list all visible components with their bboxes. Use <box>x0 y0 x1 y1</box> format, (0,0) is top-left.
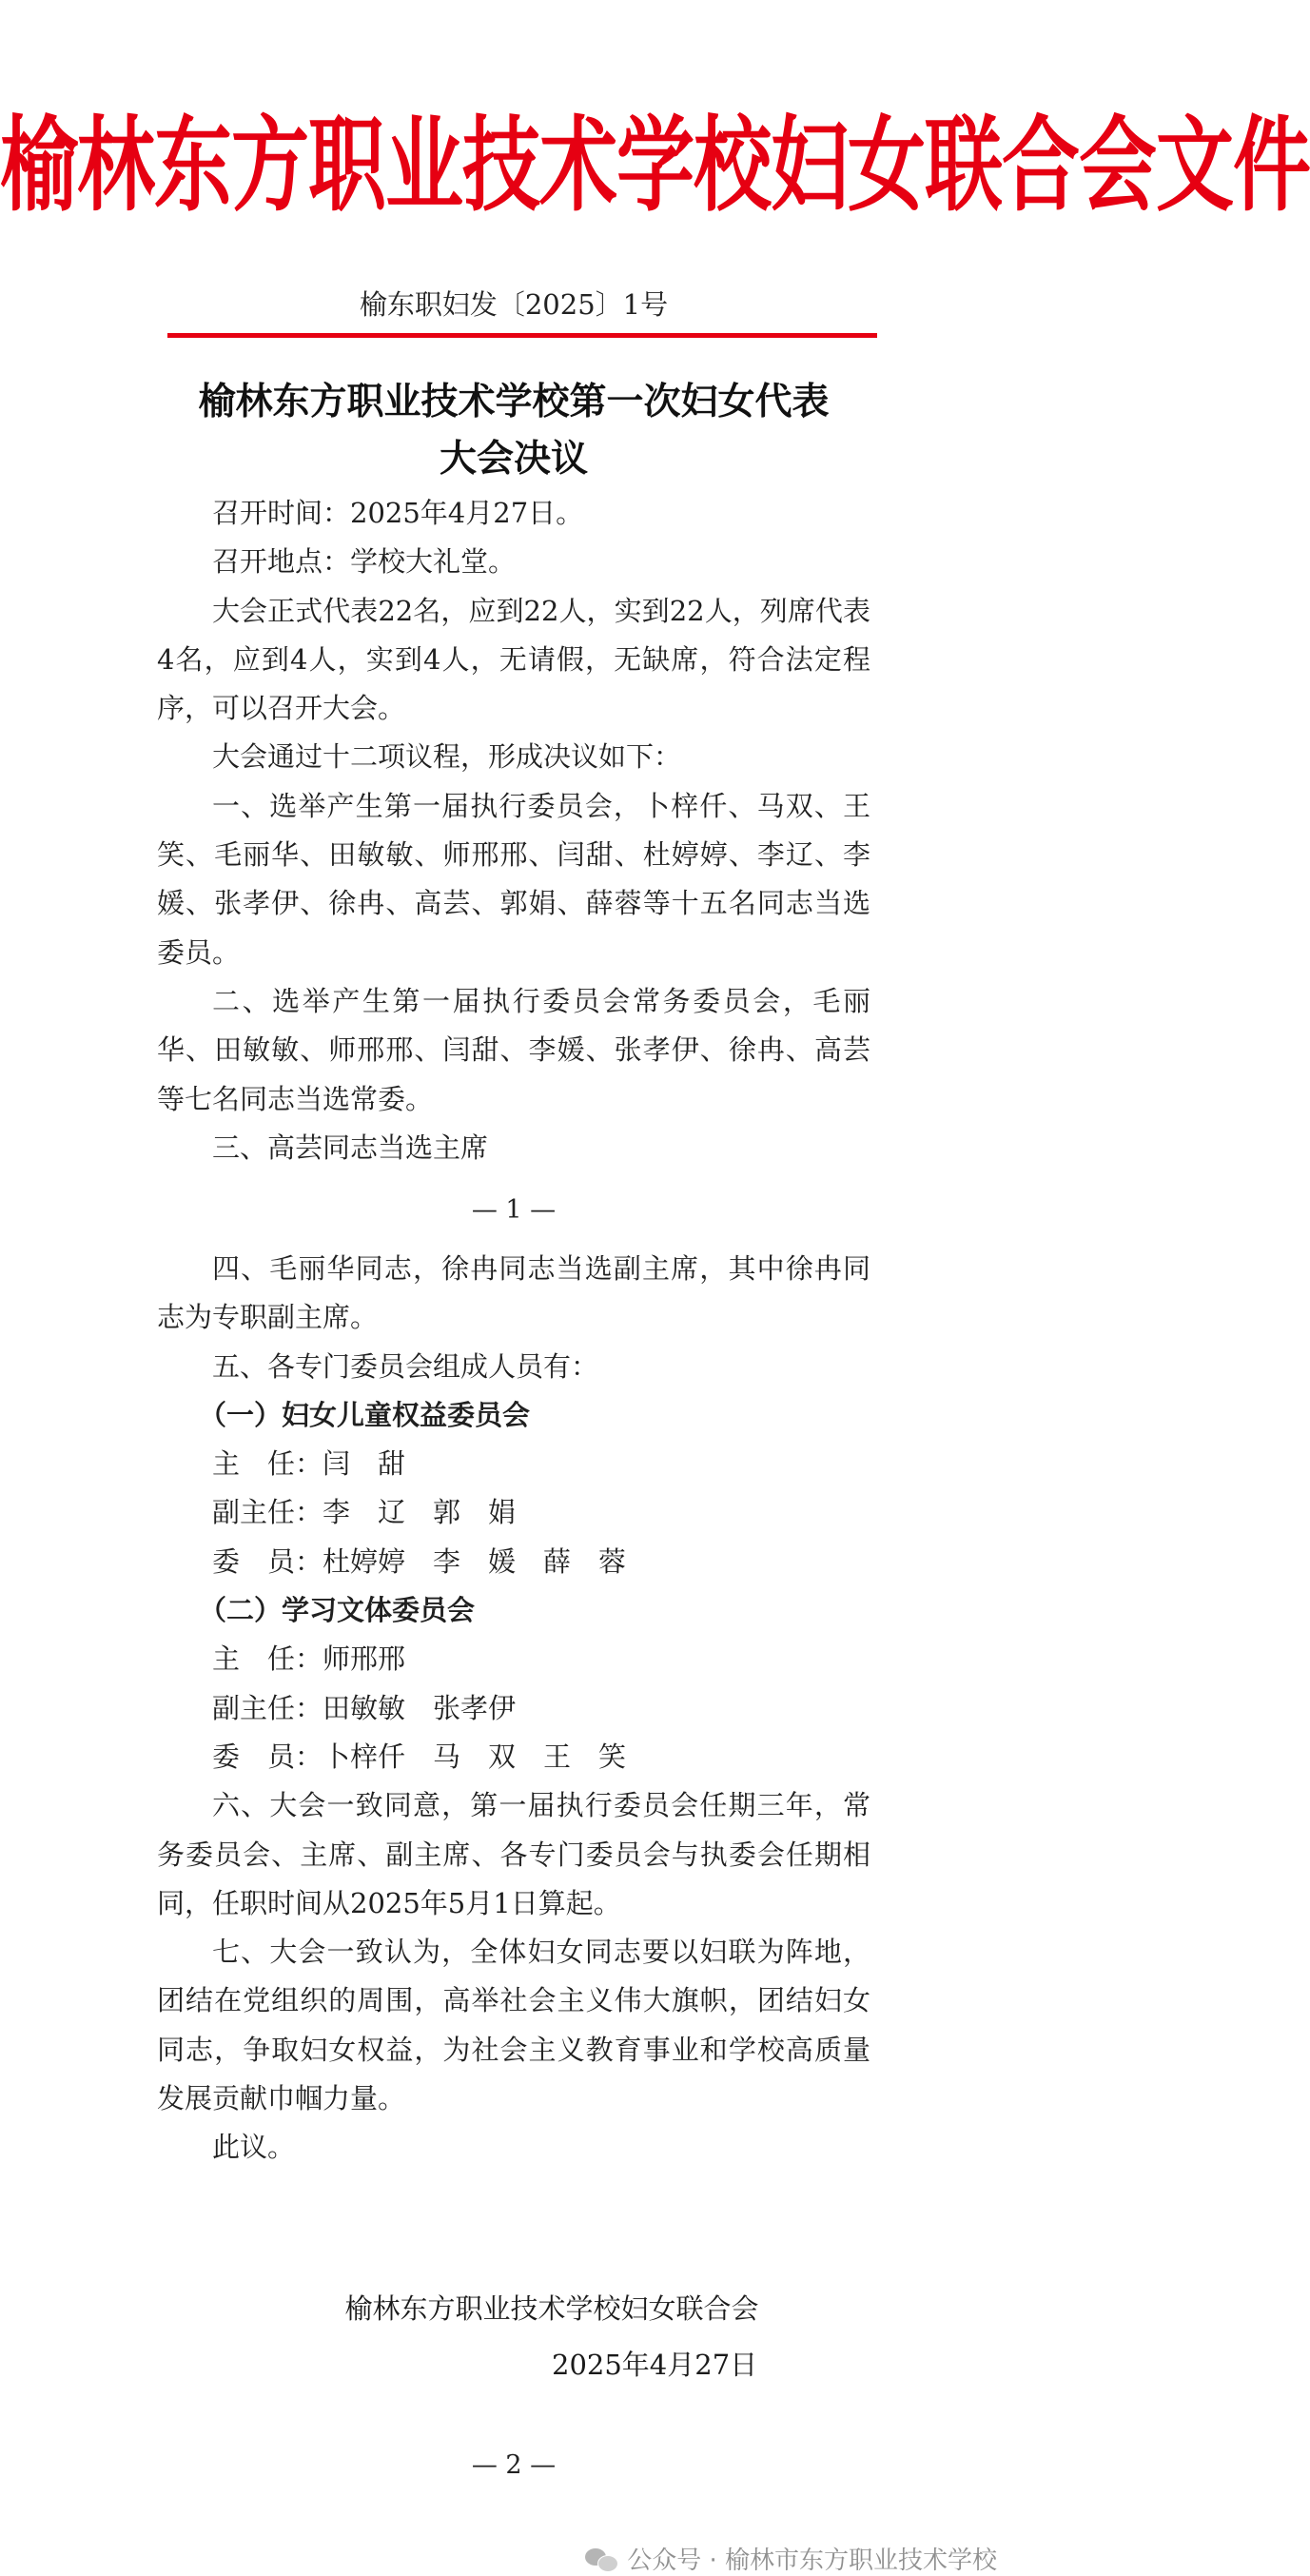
committee-2-deputy: 副主任：田敏敏 张孝伊 <box>212 1691 517 1724</box>
committee-1-director: 主 任：闫 甜 <box>212 1447 406 1481</box>
attendance-paragraph: 大会正式代表22名，应到22人，实到22人，列席代表4名，应到4人，实到4人，无请假，无缺席，符合法定程序，可以召开大会。 <box>157 594 870 725</box>
meeting-place: 召开地点：学校大礼堂。 <box>212 545 517 579</box>
wechat-icon <box>585 2547 617 2571</box>
document-body-continued <box>157 1245 870 2173</box>
committee-2-director: 主 任：师邢邢 <box>212 1642 406 1676</box>
resolution-item-3: 三、高芸同志当选主席 <box>212 1131 489 1164</box>
watermark-text: 公众号 · 榆林市东方职业技术学校 <box>627 2547 997 2575</box>
resolution-item-6: 六、大会一致同意，第一届执行委员会任期三年，常务委员会、主席、副主席、各专门委员会与执委会任期相同，任职时间从2025年5月1日算起。 <box>157 1789 870 1919</box>
resolution-item-4: 四、毛丽华同志，徐冉同志当选副主席，其中徐冉同志为专职副主席。 <box>157 1252 870 1334</box>
committee-1-deputy: 副主任：李 辽 郭 娟 <box>212 1496 517 1529</box>
document-title <box>0 373 1027 487</box>
meeting-time: 召开时间：2025年4月27日。 <box>212 497 584 529</box>
signature-org: 榆林东方职业技术学校妇女联合会 <box>344 2292 759 2325</box>
title-line-2: 大会决议 <box>439 437 588 481</box>
signature-date: 2025年4月27日 <box>552 2349 758 2381</box>
committee-2-members: 委 员：卜梓仟 马 双 王 笑 <box>212 1740 627 1773</box>
document-body <box>157 489 870 1172</box>
page-number-2: — 2 — <box>471 2450 557 2480</box>
resolution-item-1: 一、选举产生第一届执行委员会，卜梓仟、马双、王笑、毛丽华、田敏敏、师邢邢、闫甜、杜婷婷、李辽、李媛、张孝伊、徐冉、高芸、郭娟、薛蓉等十五名同志当选委员。 <box>157 789 870 969</box>
org-header-title: 榆林东方职业技术学校妇女联合会文件 <box>0 106 1310 226</box>
resolution-item-5: 五、各专门委员会组成人员有： <box>212 1349 599 1383</box>
title-line-1: 榆林东方职业技术学校第一次妇女代表 <box>198 380 830 423</box>
resolution-item-2: 二、选举产生第一届执行委员会常务委员会，毛丽华、田敏敏、师邢邢、闫甜、李媛、张孝伊、徐冉、高芸等七名同志当选常委。 <box>157 984 870 1115</box>
page-number-1: — 1 — <box>471 1195 557 1225</box>
agenda-intro: 大会通过十二项议程，形成决议如下： <box>212 740 682 774</box>
committee-1-members: 委 员：杜婷婷 李 媛 薛 蓉 <box>212 1544 627 1578</box>
watermark <box>585 2541 997 2576</box>
committee-2-heading: （二）学习文体委员会 <box>199 1594 476 1627</box>
committee-1-heading: （一）妇女儿童权益委员会 <box>199 1398 531 1431</box>
closing-remark: 此议。 <box>212 2131 296 2164</box>
resolution-item-7: 七、大会一致认为，全体妇女同志要以妇联为阵地，团结在党组织的周围，高举社会主义伟大旗帜，团结妇女同志，争取妇女权益，为社会主义教育事业和学校高质量发展贡献巾帼力量。 <box>157 1936 870 2115</box>
document-number: 榆东职妇发〔2025〕1号 <box>359 288 669 321</box>
red-divider <box>167 333 877 338</box>
